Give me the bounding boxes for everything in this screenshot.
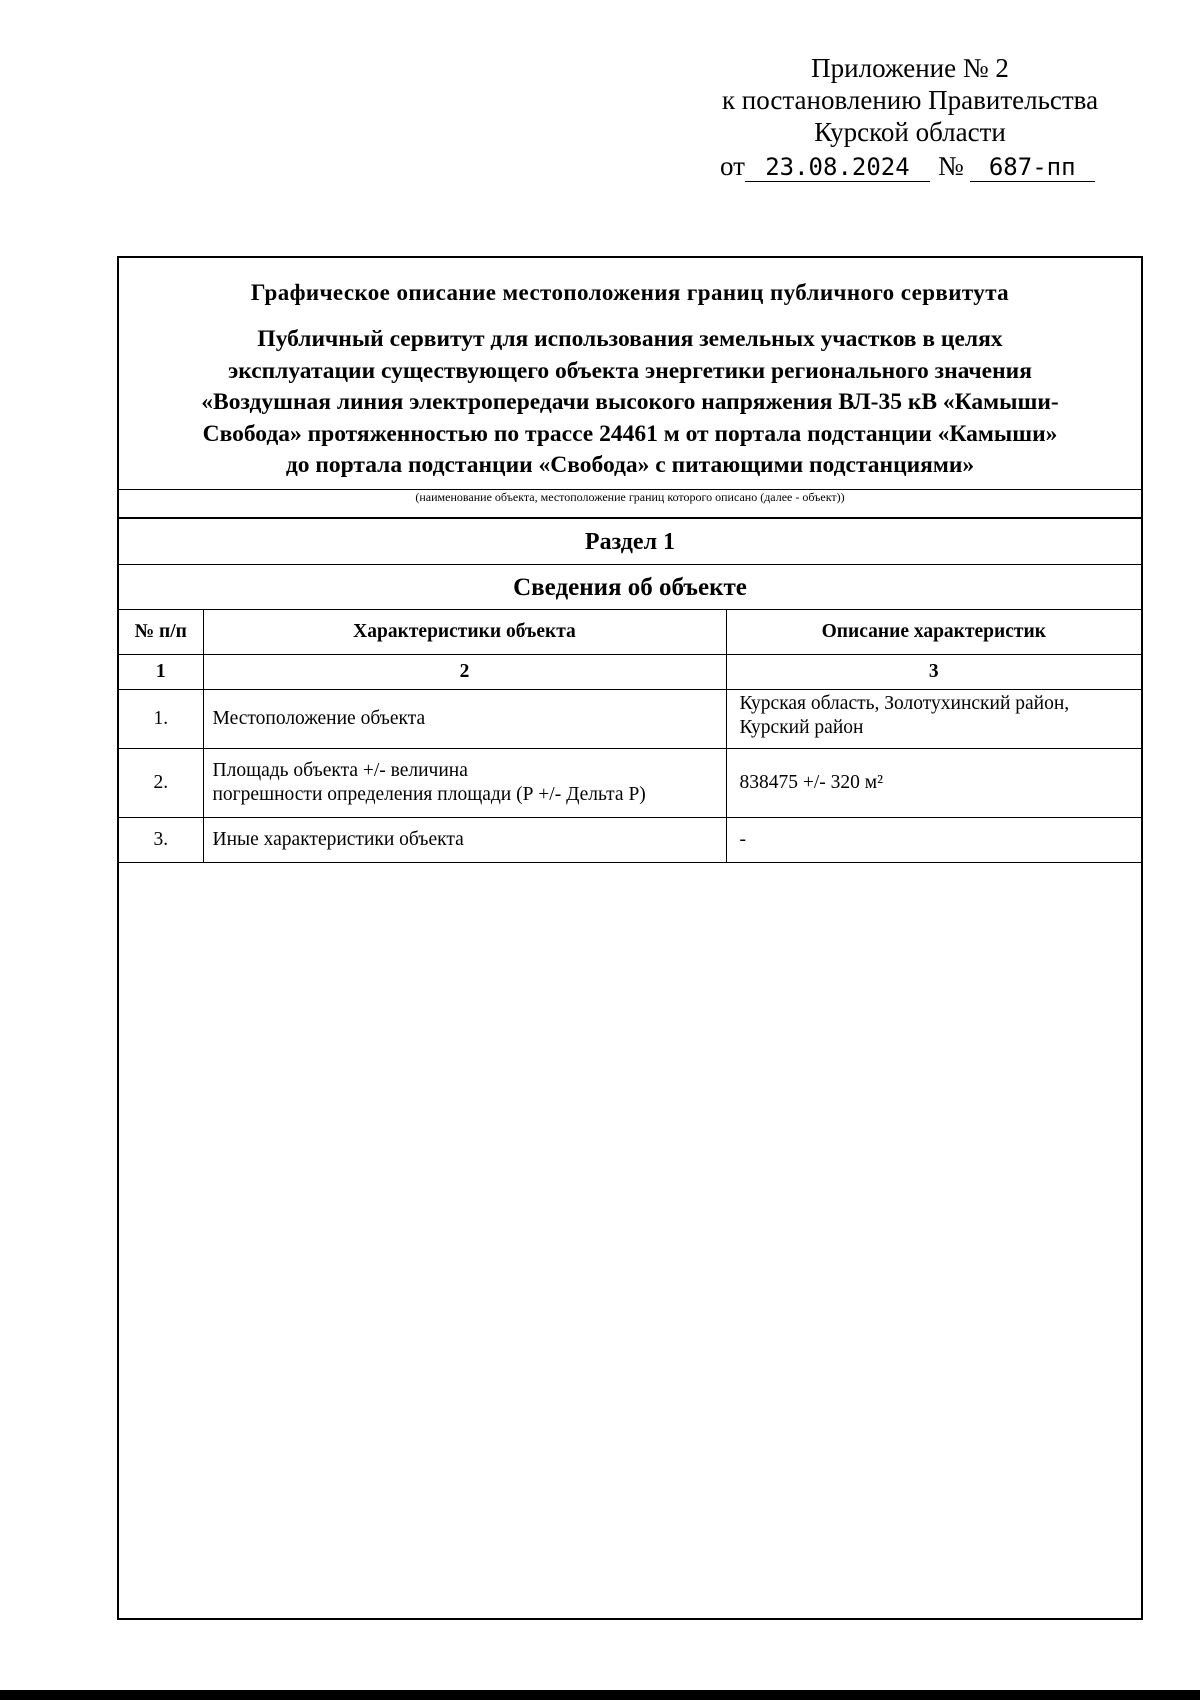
appendix-line-1: Приложение № 2: [811, 53, 1009, 83]
title-block: [119, 258, 1141, 490]
document-frame: [117, 256, 1143, 1620]
column-number-row: [119, 655, 1141, 690]
date-value: 23.08.2024: [745, 153, 930, 182]
object-caption: (наименование объекта, местоположение границ которого описано (далее - объект)): [119, 490, 1141, 519]
row-characteristic: [203, 818, 726, 863]
info-title: Сведения об объекте: [119, 565, 1141, 610]
column-number: 3: [726, 655, 1141, 690]
row-number: 1.: [119, 690, 203, 749]
characteristic-line: Местоположение объекта: [212, 708, 426, 729]
appendix-line-3: Курской области: [814, 117, 1006, 147]
section-title: Раздел 1: [119, 519, 1141, 565]
table-row: [119, 818, 1141, 863]
document-title: Графическое описание местоположения границ публичного сервитута: [250, 280, 1010, 305]
table-row: [119, 749, 1141, 818]
row-description: [726, 818, 1141, 863]
object-name-line: до портала подстанции «Свобода» с питающими подстанциями»: [285, 452, 975, 478]
characteristic-line: погрешности определения площади (Р +/- Дельта Р): [212, 784, 646, 805]
scan-edge-bar: [0, 1690, 1200, 1700]
column-number: 1: [119, 655, 203, 690]
description-line: -: [739, 829, 746, 850]
object-name-line: «Воздушная линия электропередачи высокого напряжения ВЛ-35 кВ «Камыши-: [201, 389, 1059, 415]
row-number: 3.: [119, 818, 203, 863]
object-name-line: эксплуатации существующего объекта энергетики регионального значения: [228, 357, 1032, 384]
header-number: № п/п: [119, 610, 203, 655]
appendix-date-number-line: [700, 150, 1120, 182]
description-line: 838475 +/- 320 м²: [739, 772, 883, 793]
characteristic-line: Площадь объекта +/- величина: [212, 760, 468, 781]
row-characteristic: [203, 749, 726, 818]
description-line: Курская область, Золотухинский район,: [739, 693, 1070, 714]
object-name: [119, 324, 1141, 482]
header-description: Описание характеристик: [726, 610, 1141, 655]
column-number: 2: [203, 655, 726, 690]
description-line: Курский район: [739, 717, 864, 738]
object-name-line: Публичный сервитут для использования земельных участков в целях: [257, 326, 1003, 352]
appendix-line-2: к постановлению Правительства: [721, 85, 1099, 115]
appendix-block: [700, 52, 1120, 182]
row-description: [726, 690, 1141, 749]
table-row: [119, 690, 1141, 749]
characteristic-line: Иные характеристики объекта: [212, 829, 464, 850]
object-name-line: Свобода» протяженностью по трассе 24461 м от портала подстанции «Камыши»: [202, 420, 1058, 447]
row-characteristic: [203, 690, 726, 749]
row-description: [726, 749, 1141, 818]
header-characteristic: Характеристики объекта: [203, 610, 726, 655]
number-prefix: №: [937, 151, 964, 181]
date-prefix: от: [720, 151, 745, 181]
row-number: 2.: [119, 749, 203, 818]
number-value: 687-пп: [970, 153, 1095, 182]
object-info-table: [119, 610, 1141, 863]
table-header-row: [119, 610, 1141, 655]
